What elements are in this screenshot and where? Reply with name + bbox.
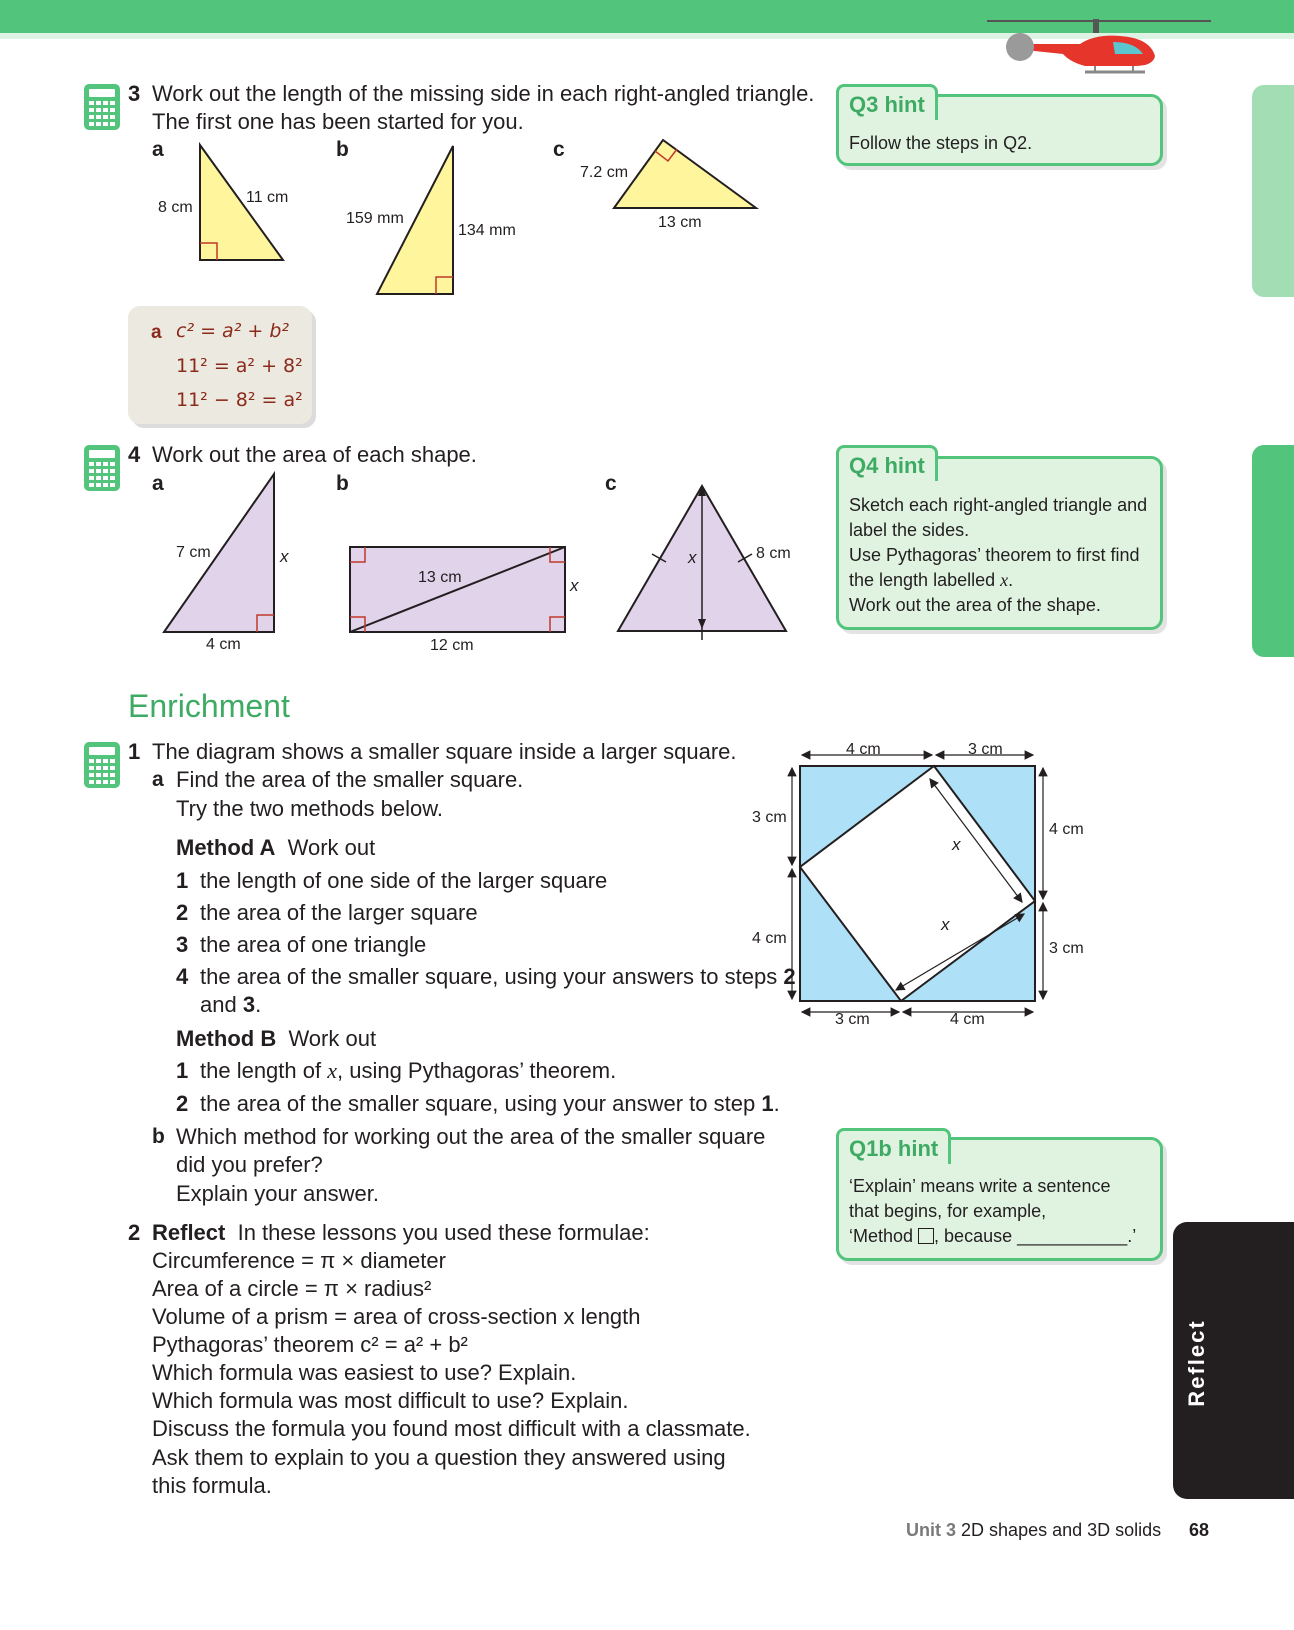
step-number: 4	[176, 964, 189, 989]
blank-box-icon	[918, 1228, 934, 1244]
calculator-icon	[84, 445, 120, 491]
hint-text: Work out the area of the shape.	[849, 595, 1101, 615]
step-text: the area of the smaller square, using your answers to steps 2	[200, 964, 796, 989]
question-number: 3	[128, 81, 141, 106]
dimension-label: x	[941, 915, 950, 934]
method-heading: Method B Work out	[176, 1026, 377, 1051]
question-number: 1	[128, 739, 141, 764]
side-label: 8 cm	[158, 199, 193, 216]
part-label: a	[152, 768, 164, 791]
question-text: Discuss the formula you found most difficult with a classmate.	[152, 1416, 751, 1441]
shape-b-rectangle	[340, 538, 600, 658]
dimension-label: 4 cm	[950, 1011, 985, 1028]
part-label: b	[336, 138, 349, 161]
part-label: c	[553, 138, 565, 161]
question-text: Ask them to explain to you a question they answered using	[152, 1445, 726, 1470]
hint-text: ‘Method , because ___________.’	[849, 1226, 1137, 1246]
side-label: 7.2 cm	[580, 164, 629, 181]
formula-line: Circumference = π × diameter	[152, 1248, 446, 1273]
hint-text: ‘Explain’ means write a sentence	[849, 1176, 1111, 1196]
side-label: x	[688, 548, 697, 567]
triangle-b	[340, 140, 540, 300]
triangle-a	[150, 140, 310, 270]
question-text: Reflect In these lessons you used these formulae:	[152, 1220, 650, 1245]
formula-line: Area of a circle = π × radius²	[152, 1276, 432, 1301]
hint-text: label the sides.	[849, 520, 970, 540]
side-label: 12 cm	[430, 637, 474, 654]
question-text: Which formula was most difficult to use? Explain.	[152, 1388, 629, 1413]
question-text: Try the two methods below.	[176, 796, 443, 821]
worked-label: a	[151, 322, 162, 343]
worked-line: c² = a² + b²	[176, 320, 289, 342]
step-text: the length of one side of the larger square	[200, 868, 608, 893]
dimension-label: 4 cm	[752, 930, 787, 947]
side-label: 8 cm	[756, 545, 791, 562]
side-label: 13 cm	[418, 569, 462, 586]
part-label: b	[152, 1125, 165, 1148]
dimension-label: 4 cm	[1049, 821, 1084, 838]
helicopter-illustration	[985, 14, 1215, 78]
question-text: The first one has been started for you.	[152, 109, 524, 134]
step-number: 2	[176, 1091, 189, 1116]
step-number: 3	[176, 932, 189, 957]
question-number: 2	[128, 1220, 141, 1245]
calculator-icon	[84, 742, 120, 788]
side-label: 7 cm	[176, 544, 211, 561]
side-label: 134 mm	[458, 222, 516, 239]
question-text: Work out the length of the missing side in each right-angled triangle.	[152, 81, 815, 106]
dimension-label: 3 cm	[968, 741, 1003, 758]
section-heading: Enrichment	[128, 688, 290, 724]
question-text: Which method for working out the area of the smaller square	[176, 1124, 766, 1149]
squares-diagram	[740, 734, 1100, 1034]
formula-line: Volume of a prism = area of cross-section x length	[152, 1304, 641, 1329]
part-label: a	[152, 138, 164, 161]
part-label: b	[336, 472, 349, 495]
step-text: and 3.	[200, 992, 262, 1017]
question-number: 4	[128, 442, 141, 467]
step-number: 2	[176, 900, 189, 925]
worked-example-box	[128, 306, 312, 424]
side-tab-middle	[1252, 445, 1294, 657]
step-number: 1	[176, 868, 189, 893]
hint-box	[836, 456, 1163, 630]
side-label: 11 cm	[246, 189, 289, 206]
hint-title: Q1b hint	[836, 1128, 951, 1164]
step-text: the area of the smaller square, using your answer to step 1.	[200, 1091, 780, 1116]
question-text: The diagram shows a smaller square inside a larger square.	[152, 739, 737, 764]
part-label: c	[605, 472, 617, 495]
method-heading: Method A Work out	[176, 835, 376, 860]
question-text: did you prefer?	[176, 1152, 323, 1177]
dimension-label: x	[952, 835, 961, 854]
footer-unit: Unit 3 2D shapes and 3D solids	[906, 1520, 1162, 1540]
dimension-label: 3 cm	[835, 1011, 870, 1028]
step-text: the length of x, using Pythagoras’ theorem.	[200, 1058, 617, 1083]
part-label: a	[152, 472, 164, 495]
worked-line: 11² − 8² = a²	[176, 389, 303, 411]
question-text: Find the area of the smaller square.	[176, 767, 524, 792]
hint-text: the length labelled x.	[849, 570, 1014, 590]
question-text: this formula.	[152, 1473, 272, 1498]
reflect-tab-label: Reflect	[1184, 1319, 1209, 1407]
side-label: x	[570, 576, 579, 595]
hint-text: Use Pythagoras’ theorem to first find	[849, 545, 1140, 565]
step-number: 1	[176, 1058, 189, 1083]
hint-text: Sketch each right-angled triangle and	[849, 495, 1148, 515]
formula-line: Pythagoras’ theorem c² = a² + b²	[152, 1332, 468, 1357]
page-number: 68	[1189, 1520, 1210, 1540]
calculator-icon	[84, 84, 120, 130]
shape-c-triangle	[610, 478, 810, 648]
hint-text: that begins, for example,	[849, 1201, 1047, 1221]
side-label: 4 cm	[206, 636, 241, 653]
dimension-label: 4 cm	[846, 741, 881, 758]
hint-title: Q4 hint	[836, 445, 938, 481]
hint-text: Follow the steps in Q2.	[849, 133, 1033, 153]
side-label: 13 cm	[658, 214, 702, 231]
triangle-c	[570, 135, 770, 240]
side-label: 159 mm	[346, 210, 404, 227]
side-tab-upper	[1252, 85, 1294, 297]
question-text: Work out the area of each shape.	[152, 442, 477, 467]
question-text: Explain your answer.	[176, 1181, 379, 1206]
shape-a-triangle	[150, 466, 300, 656]
dimension-label: 3 cm	[752, 809, 787, 826]
dimension-label: 3 cm	[1049, 940, 1084, 957]
step-text: the area of one triangle	[200, 932, 427, 957]
question-text: Which formula was easiest to use? Explain.	[152, 1360, 577, 1385]
side-label: x	[280, 547, 289, 566]
step-text: the area of the larger square	[200, 900, 478, 925]
worked-line: 11² = a² + 8²	[176, 355, 303, 377]
hint-title: Q3 hint	[836, 84, 938, 120]
